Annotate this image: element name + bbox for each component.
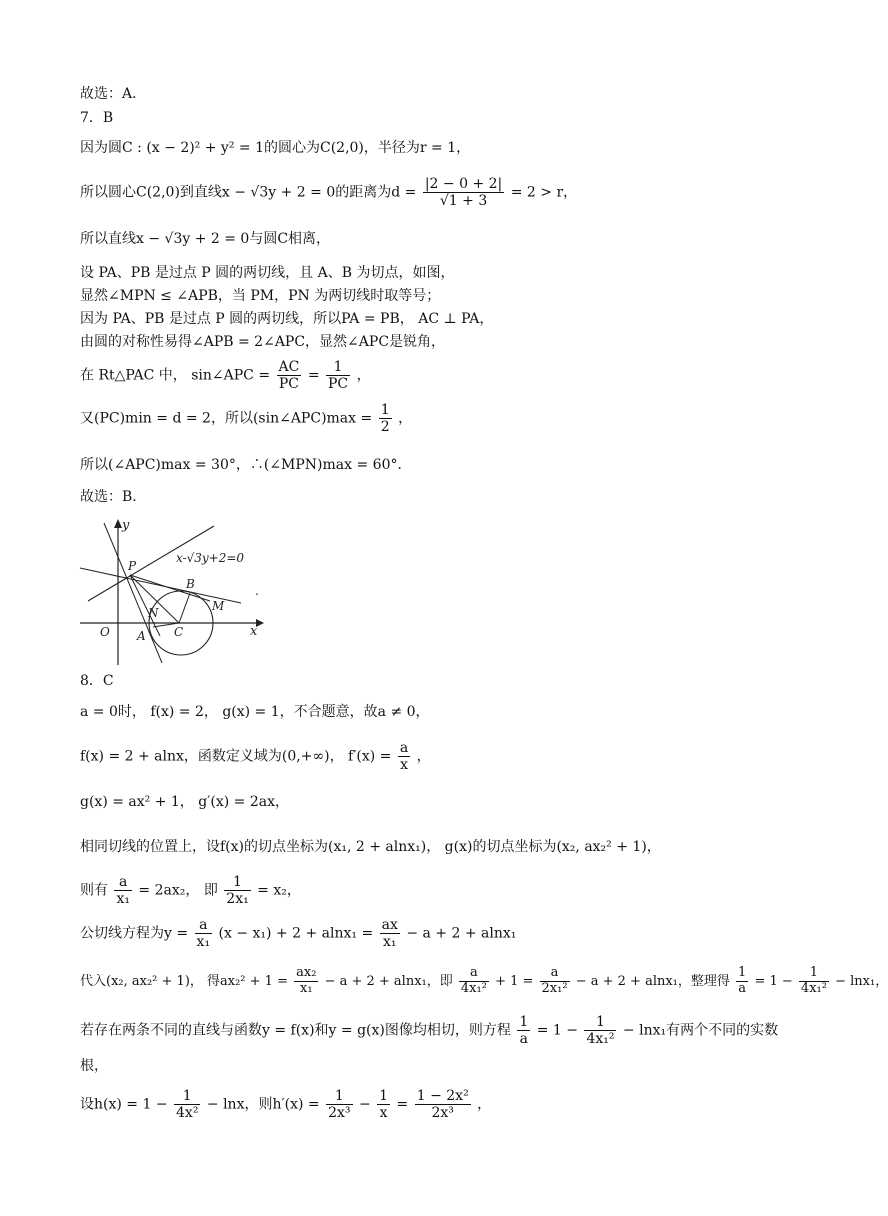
denominator: x [400,757,408,774]
text-line: 根， [80,1058,108,1074]
text-line: 由圆的对称性易得∠APB = 2∠APC，显然∠APC是锐角， [80,334,446,350]
y-axis-arrow [114,519,122,528]
tangent-pa [104,523,162,663]
text-segment: ， [356,367,371,384]
denominator: √1 + 3 [439,193,488,210]
numerator: ax₂ [296,965,317,980]
text-line: a = 0时， f(x) = 2， g(x) = 1，不合题意，故a ≠ 0， [80,704,430,720]
text-segment: + 1 = [495,973,534,989]
numerator: ax [381,917,398,933]
point-p-label: P [128,559,137,573]
fraction [326,359,350,392]
fraction [398,740,410,773]
text-line: 所以直线x − √3y + 2 = 0与圆C相离， [80,231,331,247]
numerator: 1 [738,965,747,980]
text-segment: 所以圆心C(2,0)到直线x − √3y + 2 = 0的距离为d = [80,184,417,201]
text-segment: = [307,367,320,384]
fraction [799,966,829,997]
fraction [423,176,504,209]
text-segment: 设h(x) = 1 − [80,1096,168,1113]
geometry-figure [78,515,268,667]
numerator: 1 [380,402,390,418]
fraction [114,874,132,907]
numerator: 1 [799,966,829,982]
denominator: x₁ [196,934,211,951]
numerator: a [459,966,489,982]
text-segment: 在 Rt△PAC 中， sin∠APC = [80,367,271,384]
point-a-label: A [137,629,146,643]
text-line: 显然∠MPN ≤ ∠APB，当 PM，PN 为两切线时取等号； [80,288,441,304]
denominator: 4x₁² [586,1031,615,1048]
text-line: 故选：B． [80,489,147,505]
y-axis-label: y [122,518,130,533]
text-segment: − a + 2 + alnx₁，整理得 [575,973,730,989]
text-line: 因为 PA、PB 是过点 P 圆的两切线，所以PA = PB， AC ⊥ PA， [80,311,494,327]
formula-line [80,917,516,950]
numerator: |2 − 0 + 2| [424,176,503,192]
denominator: a [519,1031,528,1048]
x-axis-label: x [250,624,258,639]
text-segment: f(x) = 2 + alnx，函数定义域为(0,+∞)， f′(x) = [80,748,392,765]
answer-heading: 8．C [80,673,114,689]
text-segment: − lnx₁有两个不同的实数 [622,1022,779,1039]
formula-line [80,176,577,209]
numerator: a [195,917,213,934]
text-segment: = 1 − [536,1022,578,1039]
numerator: 1 [379,1088,389,1104]
line-equation-label: x-√3y+2=0 [176,551,245,565]
fraction [380,917,400,950]
text-segment: − lnx₁， [835,973,888,989]
formula-line [80,740,431,773]
denominator: x₁ [300,980,313,996]
text-segment: = [396,1096,409,1113]
text-segment: 则有 [80,882,108,899]
denominator: x [379,1105,388,1122]
text-line: 设 PA、PB 是过点 P 圆的两切线，且 A、B 为切点，如图， [80,265,455,281]
fraction [459,966,489,997]
answer-heading: 7．B [80,110,114,126]
point-c-label: C [174,625,184,639]
fraction [540,966,570,997]
text-line: 因为圆C : (x − 2)² + y² = 1的圆心为C(2,0)，半径为r = 1， [80,140,471,156]
text-segment: 公切线方程为y = [80,925,189,942]
formula-line [80,359,371,392]
numerator: 1 − 2x² [416,1088,469,1104]
text-line: g(x) = ax² + 1， g′(x) = 2ax， [80,794,289,810]
fraction [517,1014,530,1047]
numerator: 1 [224,874,250,891]
denominator: 4x₁² [800,980,827,996]
formula-line [80,1014,778,1047]
denominator: x₁ [116,891,130,908]
text-segment: 代入(x₂, ax₂² + 1)， 得ax₂² + 1 = [80,973,288,989]
stray-dot: . [255,584,259,598]
denominator: 2 [380,419,390,436]
point-b-label: B [186,577,195,591]
denominator: 4x₁² [460,980,487,996]
text-segment: − lnx，则h′(x) = [206,1096,320,1113]
denominator: 2x₁ [226,891,249,908]
text-line: 相同切线的位置上，设f(x)的切点坐标为(x₁, 2 + alnx₁)， g(x)的切点坐标为(x₂, ax₂² + 1)， [80,839,661,855]
numerator: 1 [174,1088,200,1105]
denominator: a [738,980,747,996]
text-segment: ， [477,1096,492,1113]
numerator: a [540,966,570,982]
denominator: 2x³ [431,1105,454,1122]
numerator: 1 [519,1014,529,1030]
numerator: 1 [326,1088,352,1105]
text-segment: = 1 − [754,973,793,989]
segment-pm [130,575,210,601]
fraction [379,402,392,435]
text-segment: ， [398,410,413,427]
fraction [277,359,302,392]
fraction [377,1088,390,1121]
text-line: 所以(∠APC)max = 30°，∴(∠MPN)max = 60°． [80,457,412,473]
numerator: a [114,874,132,891]
text-segment: = x₂， [257,882,301,899]
text-segment: = 2ax₂， 即 [138,882,218,899]
origin-label: O [100,625,110,639]
denominator: PC [278,376,300,393]
formula-line [80,874,301,907]
text-segment: (x − x₁) + 2 + alnx₁ = [218,925,374,942]
fraction [326,1088,352,1121]
segment-bc [179,593,190,623]
text-line: 故选：A． [80,86,147,102]
point-n-label: N [148,606,159,620]
fraction [415,1088,471,1121]
denominator: 2x³ [328,1105,351,1122]
text-segment: − a + 2 + alnx₁，即 [324,973,453,989]
text-segment: 若存在两条不同的直线与函数y = f(x)和y = g(x)图像均相切，则方程 [80,1022,511,1039]
fraction [195,917,213,950]
text-segment: − [358,1096,371,1113]
formula-line [80,966,888,997]
denominator: PC [328,376,349,393]
formula-line [80,402,412,435]
denominator: x₁ [382,934,397,951]
fraction [174,1088,200,1121]
numerator: AC [278,359,300,375]
numerator: 1 [584,1014,616,1031]
denominator: 4x² [176,1105,199,1122]
point-m-label: M [212,599,225,613]
fraction [584,1014,616,1047]
numerator: a [399,740,409,756]
fraction [224,874,250,907]
fraction [736,966,748,997]
text-segment: = 2 > r， [510,184,578,201]
fraction [294,966,318,997]
text-segment: 又(PC)min = d = 2，所以(sin∠APC)max = [80,410,373,427]
denominator: 2x₁² [541,980,568,996]
numerator: 1 [326,359,350,376]
text-segment: ， [416,748,431,765]
text-segment: − a + 2 + alnx₁ [406,925,517,942]
formula-line [80,1088,491,1121]
